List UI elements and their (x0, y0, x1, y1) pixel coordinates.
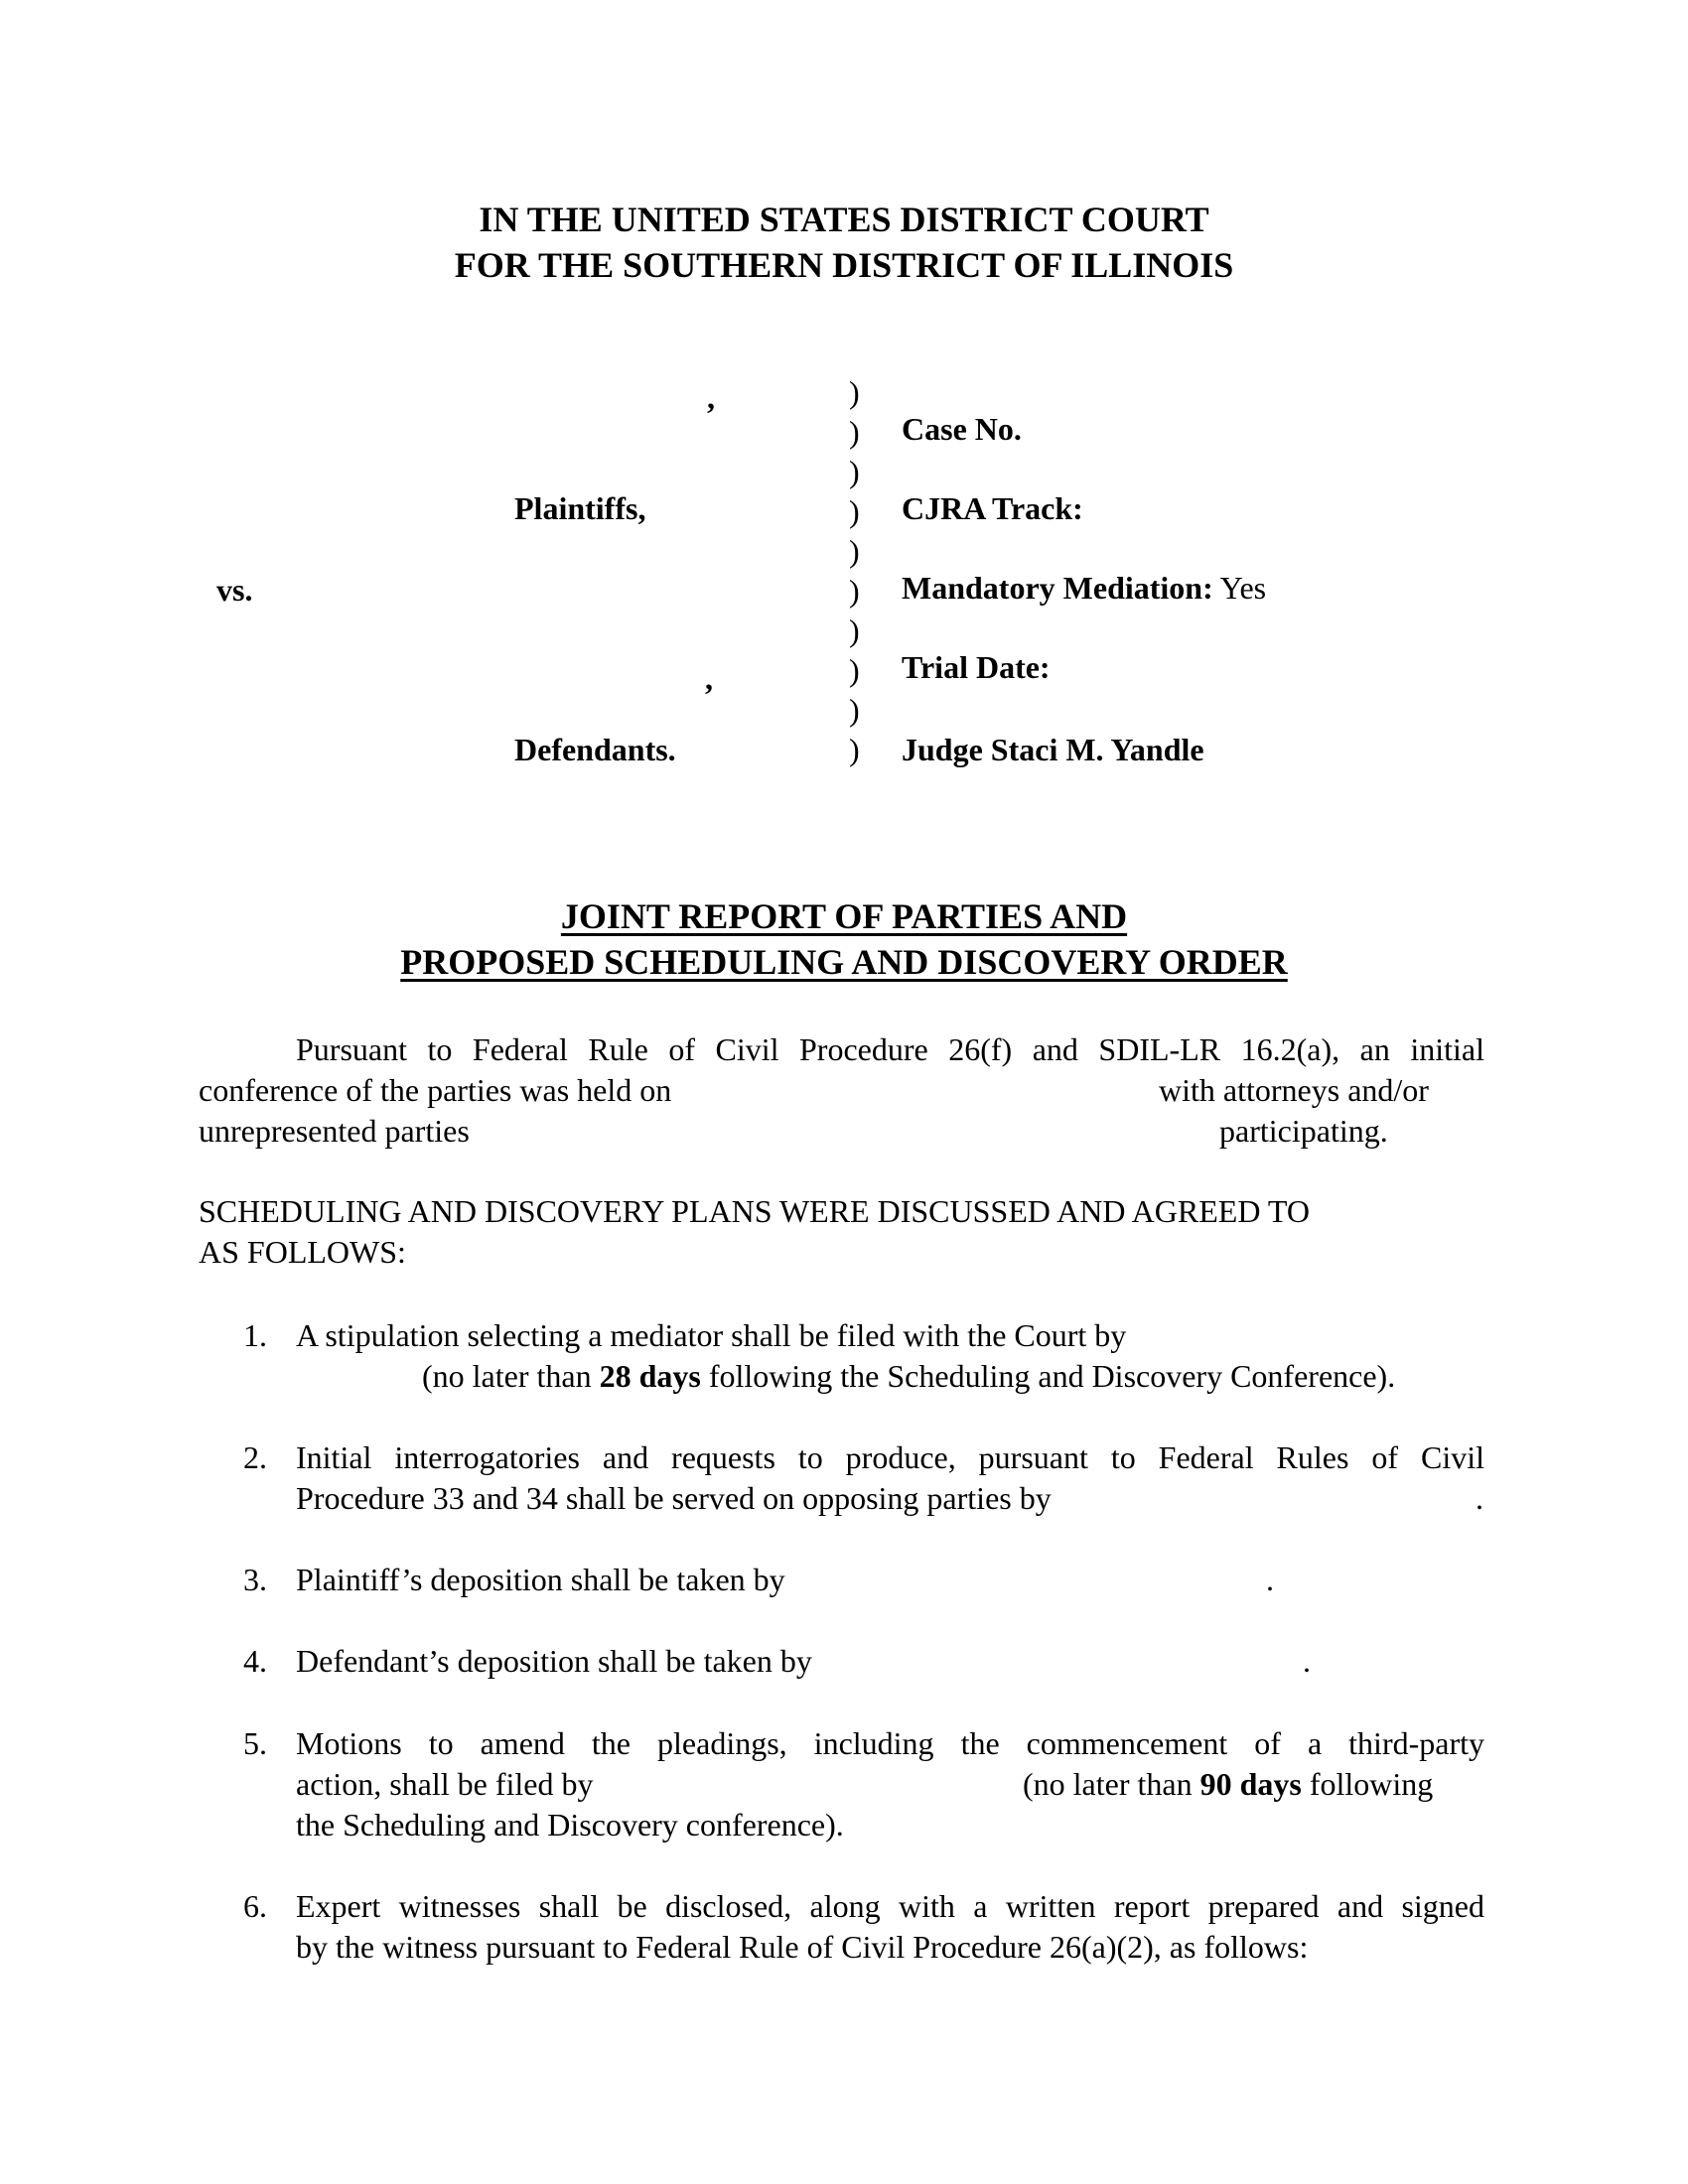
agreement-line-2: AS FOLLOWS: (199, 1234, 406, 1270)
caption-comma-top: , (707, 379, 715, 415)
item-5-days: 90 days (1199, 1766, 1302, 1802)
paren: ) (849, 454, 860, 489)
paren: ) (849, 533, 860, 569)
intro-line-3b: participating. (1219, 1113, 1388, 1149)
document-title-line-1: JOINT REPORT OF PARTIES AND (560, 896, 1128, 936)
item-number: 1. (243, 1317, 267, 1353)
item-number: 4. (243, 1643, 267, 1679)
mandatory-mediation-label: Mandatory Mediation: (902, 570, 1213, 606)
item-1-days: 28 days (599, 1358, 701, 1394)
item-5-line-1: Motions to amend the pleadings, including the commencement of a third-party (296, 1725, 1484, 1761)
intro-line-1: Pursuant to Federal Rule of Civil Procedure 26(f) and SDIL-LR 16.2(a), an initial (296, 1031, 1484, 1067)
paren: ) (849, 493, 860, 529)
paren: ) (849, 692, 860, 728)
item-4-line-1: Defendant’s deposition shall be taken by (296, 1643, 812, 1679)
mandatory-mediation-value: Yes (1219, 570, 1267, 606)
item-2-period: . (1476, 1480, 1483, 1516)
item-5-text: (no later than (1023, 1766, 1200, 1802)
item-5-line-3: the Scheduling and Discovery conference). (296, 1807, 844, 1843)
agreement-line-1: SCHEDULING AND DISCOVERY PLANS WERE DISCUSSED AND AGREED TO (199, 1193, 1310, 1229)
court-name-line-2: FOR THE SOUTHERN DISTRICT OF ILLINOIS (454, 245, 1234, 285)
item-3-period: . (1266, 1562, 1274, 1597)
intro-line-3a: unrepresented parties (199, 1113, 470, 1149)
item-number: 2. (243, 1439, 267, 1475)
defendants-label: Defendants. (514, 732, 676, 767)
intro-line-2b: with attorneys and/or (1159, 1072, 1429, 1108)
paren: ) (849, 573, 860, 609)
item-number: 5. (243, 1725, 267, 1761)
document-title-line-2: PROPOSED SCHEDULING AND DISCOVERY ORDER (400, 942, 1288, 982)
item-5-text-end: following (1301, 1766, 1434, 1802)
item-6-line-1: Expert witnesses shall be disclosed, along with a written report prepared and signed (296, 1888, 1484, 1924)
item-3-line-1: Plaintiff’s deposition shall be taken by (296, 1562, 785, 1597)
item-6-line-2: by the witness pursuant to Federal Rule of Civil Procedure 26(a)(2), as follows: (296, 1929, 1309, 1965)
plaintiffs-label: Plaintiffs, (514, 490, 646, 526)
item-2-line-2: Procedure 33 and 34 shall be served on opposing parties by (296, 1480, 1052, 1516)
paren: ) (849, 374, 860, 410)
item-5-line-2b (1023, 1764, 1433, 1804)
cjra-track-label: CJRA Track: (902, 490, 1083, 526)
item-1-line-1: A stipulation selecting a mediator shall be filed with the Court by (296, 1317, 1127, 1353)
item-5-line-2a: action, shall be filed by (296, 1766, 594, 1802)
item-number: 6. (243, 1888, 267, 1924)
document-title (0, 893, 1688, 939)
item-1-line-2 (422, 1356, 1395, 1396)
document-subtitle (0, 939, 1688, 985)
intro-line-2a: conference of the parties was held on (199, 1072, 672, 1108)
item-4-period: . (1303, 1643, 1311, 1679)
case-no-label: Case No. (902, 411, 1022, 447)
mandatory-mediation (902, 568, 1266, 608)
caption-comma-bottom: , (705, 660, 713, 696)
item-2-line-1: Initial interrogatories and requests to produce, pursuant to Federal Rules of Civil (296, 1439, 1484, 1475)
paren: ) (849, 414, 860, 450)
judge-name: Judge Staci M. Yandle (902, 732, 1204, 767)
vs-label: vs. (216, 572, 253, 608)
item-number: 3. (243, 1562, 267, 1597)
item-1-text-end: following the Scheduling and Discovery Conference). (700, 1358, 1396, 1394)
paren: ) (849, 613, 860, 648)
paren: ) (849, 652, 860, 688)
trial-date-label: Trial Date: (902, 649, 1051, 685)
item-1-text: (no later than (422, 1358, 600, 1394)
court-name-line-1: IN THE UNITED STATES DISTRICT COURT (479, 200, 1209, 239)
paren: ) (849, 732, 860, 767)
